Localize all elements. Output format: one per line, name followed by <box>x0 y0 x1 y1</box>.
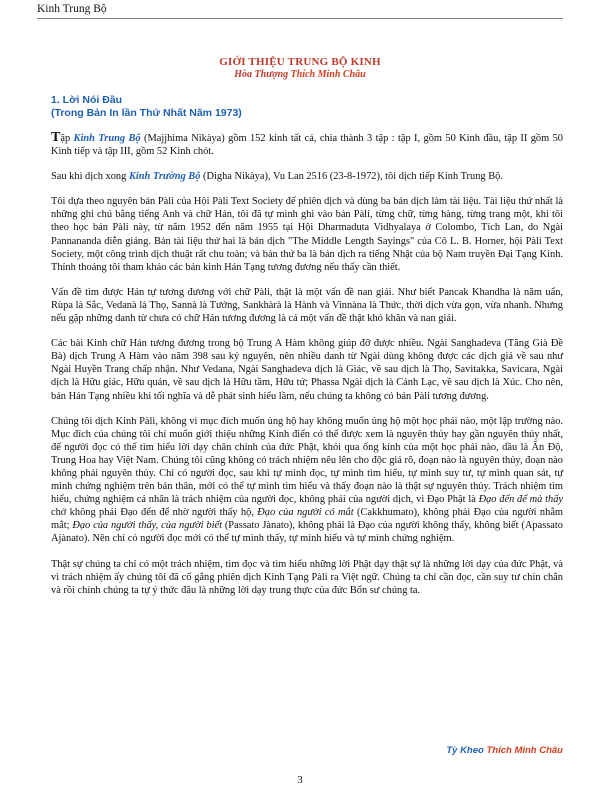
body-text <box>51 131 563 609</box>
paragraph-6 <box>51 415 563 546</box>
signature <box>446 745 563 756</box>
p1-rest: (Majjhima Nikàya) gồm 152 kinh tất cả, chia thành 3 tập : tập I, gồm 50 Kinh đầu, tập II gồm 50 Kinh tiếp và tập III, gồm 52 Kinh chót. <box>51 133 563 158</box>
header-divider <box>37 18 563 19</box>
page-number: 3 <box>297 774 303 786</box>
paragraph-7: Thật sự chúng ta chỉ có một trách nhiệm, tìm đọc và tìm hiểu những lời Phật dạy thật sự là những lời dạy của đức Phật, và vì trách nhiệm ấy chúng tôi đã cố gắng phiên dịch Kinh Tạng Pàli ra Việt ngữ. Chúng ta chỉ cần đọc, cần suy tư chín chắn và rồi chính chúng ta tự ý thức đâu là những lời dạy trung thực của đức Bổn sư chúng ta. <box>51 558 563 596</box>
p1-lead: ập <box>60 133 74 144</box>
document-subtitle <box>0 69 600 80</box>
paragraph-2 <box>51 170 563 183</box>
signature-name: Thích Minh Châu <box>486 745 563 756</box>
section-heading-title: 1. Lời Nói Đầu <box>51 94 123 106</box>
p6-italic1: Đạo đến để mà thấy <box>478 494 564 506</box>
paragraph-1 <box>51 131 563 158</box>
document-title: GIỚI THIỆU TRUNG BỘ KINH <box>219 56 381 68</box>
p6-italic3: Đạo của người thấy, của người biết <box>72 520 222 532</box>
p2-rest: (Digha Nikàya), Vu Lan 2516 (23-8-1972), tôi dịch tiếp Kinh Trung Bộ. <box>200 171 503 183</box>
kinh-truong-bo-title: Kinh Trường Bộ <box>128 171 201 183</box>
p6-part4: (Passato Jànato), không phải là Đạo của người không thấy, không biết (Apassato Ajànato). Nên chỉ có người đọc mới có thể tự mình thấy, tự mình hiểu và tự mình chứng nghiệm. <box>51 520 563 545</box>
p6-part2: chớ không phải Đạo đến để nhờ người thấy hộ, <box>51 507 258 519</box>
signature-prefix: Tỳ Kheo <box>446 745 487 756</box>
p6-part1: Chúng tôi dịch Kinh Pàli, không vì mục đích muốn ủng hộ hay không muốn ủng hộ một học phái nào, một lập trường nào. Mục đích của chúng tôi chỉ muốn giới thiệu những Kinh điển có thể được xem là nguyên thủy hay gần nguyên thủy nhất, để người đọc có thể tìm hiểu lời dạy chân chính của đức Phật, khỏi qua ống kính của một học phái nào, dầu là Ấn Độ, Trung Hoa hay Việt Nam. Chúng tôi cũng không có trách nhiệm nêu lên cho độc giả rõ, đoạn nào là nguyên thủy, đoạn nào không phải nguyên thủy. Chỉ có người đọc, sau khi tự mình đọc, tự mình tìm hiểu, tự mình suy tư, tự mình quan sát, tự mình chứng nghiệm trên bản thân, mới có thể tự mình tìm hiểu và thấy đoạn nào là thật sự nguyên thủy. Trách nhiệm tìm hiểu, chứng nghiệm cá nhân là trách nhiệm của người đọc, không phải của người dịch, vì Đạo Phật là <box>51 415 563 506</box>
subtitle-prefix: Hòa Thượng <box>234 69 291 80</box>
p2-lead: Sau khi dịch xong <box>51 171 129 183</box>
paragraph-5: Các bài Kinh chữ Hán tương đương trong bộ Trung A Hàm không giúp đỡ được nhiều. Ngài Sanghadeva (Tăng Già Đề Bà) dịch Trung A Hàm vào năm 398 sau kỷ nguyên, nên nhiều danh từ Ngài dùng không được các dịch giả về sau như Ngài Huyền Trang chấp nhận. Như Vedana, Ngài Sanghadeva dịch là Giác, về sau dịch là Thọ, Savitakka, Savicara, Ngài dịch là Hữu giác, Hữu quán, về sau dịch là Hữu tầm, Hữu tứ; Phassa Ngài dịch là Cánh Lạc, về sau dịch là Xúc. Cho nên, bản Hán Tạng nhiều khi tối nghĩa và dễ phát sinh hiểu lầm, nếu chúng ta không có bản Pàli tương đương. <box>51 338 563 402</box>
kinh-trung-bo-title: Kinh Trung Bộ <box>73 133 141 144</box>
section-heading <box>51 94 242 120</box>
dropcap-letter: T <box>51 130 61 145</box>
section-heading-subtitle: (Trong Bản In lần Thứ Nhất Năm 1973) <box>51 107 242 119</box>
p6-part3: (Cakkhumato), không phải Đạo của người nhắm mắt; <box>51 507 564 532</box>
paragraph-3: Tôi dựa theo nguyên bản Pàli của Hội Pàli Text Society để phiên dịch và dùng ba bản dịch làm tài liệu. Tài liệu thứ nhất là những ghi chú bằng tiếng Anh và chữ Hán, tôi đã tự mình ghi vào bản Pàli, từng chữ, từng hàng, từng trang một, khi tôi theo học bản Pàli này, từ năm 1952 đến năm 1955 tại Hội Dharmaduta Vidhyalaya ở Colombo, Tích Lan, do Ngài Pannananda diễn giảng. Bản tài liệu thứ hai là bản dịch "The Middle Length Sayings" của Cô L. B. Horner, hội Pàli Text Society, một công trình dịch thuật rất chu toàn; và bản thứ ba là bản dịch ra tiếng Nhật của bộ Nam truyền Đại Tạng Kinh. Thỉnh thoảng tôi tham khảo các bản kinh Hán Tạng tương đương nếu thấy cần thiết. <box>51 196 563 273</box>
paragraph-4: Vấn đề tìm được Hán tự tương đương với chữ Pàli, thật là một vấn đề nan giải. Như biết Pancak Khandha là năm uẩn, Rùpa là Sắc, Vedanà là Thọ, Sannà là Tưởng, Sankhàrà là Hành và Vinnàna là Thức, thời dịch vừa gọn, vừa nhanh. Nhưng nếu gặp những danh từ chưa có chữ Hán tương đương là cả một vấn đề thật khó khăn và nan giải. <box>51 286 563 325</box>
author-name: Thích Minh Châu <box>290 69 366 80</box>
p6-italic2: Đạo của người có mắt <box>257 507 354 519</box>
running-header: Kinh Trung Bộ <box>37 3 107 15</box>
